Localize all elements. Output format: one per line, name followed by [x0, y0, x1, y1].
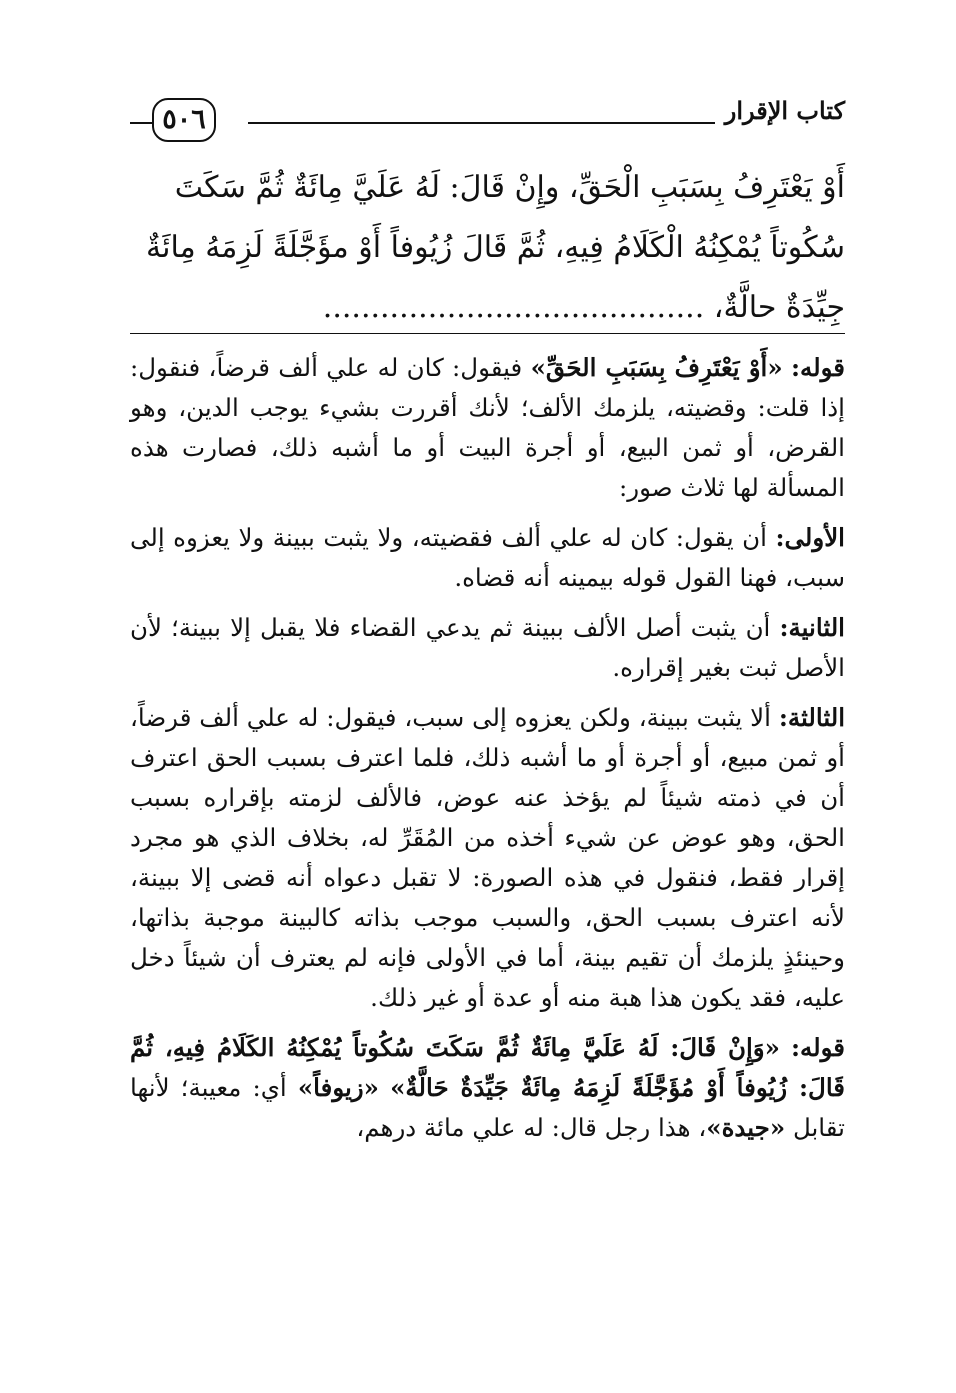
commentary-paragraph: [130, 1028, 845, 1148]
commentary-text: [130, 348, 845, 1158]
commentary-paragraph: [130, 698, 845, 1018]
paragraph-text: ، هذا رجل قال: له علي مائة درهم،: [356, 1113, 707, 1142]
matn-quote: «وَإِنْ قَالَ: لَهُ عَلَيَّ مِائَةٌ ثُمَّ سَكَتَ سُكُوتاً يُمْكِنُهُ الكَلَامُ فِيهِ، ثُمَّ قَالَ: زُيُوفاً أَوْ مُؤَجَّلَةً لَزِمَهُ مِائَةٌ جَيِّدَةٌ حَالَّةٌ»: [130, 1033, 846, 1102]
paragraph-text: فيقول: كان له علي ألف قرضاً، فنقول: إذا قلت: وقضيته، يلزمك الألف؛ لأنك أقررت بشيء يوجب الدين، وهو القرض، أو ثمن البيع، أو أجرة البيت أو ما أشبه ذلك، فصارت هذه المسألة لها ثلاث صور:: [130, 353, 845, 502]
matn-line: سُكُوتاً يُمْكِنُهُ الْكَلَامُ فِيهِ، ثُمَّ قَالَ زُيُوفاً أَوْ مؤَجَّلَةً لَزِمَهُ مِائَةٌ: [146, 230, 845, 265]
page-number: ٥٠٦: [152, 98, 216, 142]
matn-line: أَوْ يَعْتَرِفُ بِسَبَبِ الْحَقِّ، وإِنْ قَالَ: لَهُ عَلَيَّ مِائَةٌ ثُمَّ سَكَتَ: [174, 170, 845, 205]
paragraph-lead: الثانية:: [779, 613, 845, 642]
paragraph-lead: قوله:: [790, 1033, 845, 1062]
paragraph-text: أن يثبت أصل الألف ببينة ثم يدعي القضاء فلا يقبل إلا ببينة؛ لأن الأصل ثبت بغير إقراره.: [130, 613, 845, 682]
commentary-paragraph: [130, 518, 845, 598]
commentary-paragraph: [130, 608, 845, 688]
commentary-paragraph: [130, 348, 845, 508]
paragraph-text: أن يقول: كان له علي ألف فقضيته، ولا يثبت ببينة ولا يعزوه إلى سبب، فهنا القول قوله بيمينه أنه قضاه.: [130, 523, 845, 592]
book-title: كتاب الإقرار: [715, 96, 845, 126]
matn-line: [130, 278, 845, 338]
term-quote: «جيدة»: [706, 1113, 786, 1142]
matn-separator: [130, 333, 845, 334]
matn-line-text: جِيِّدَةٌ حالَّةٌ،: [713, 290, 845, 325]
term-quote: «زيوفاً»: [297, 1073, 379, 1102]
paragraph-lead: الثالثة:: [778, 703, 845, 732]
page-header: [130, 92, 845, 148]
matn-quote: «أَوْ يَعْتَرِفُ بِسَبَبِ الحَقِّ»: [530, 353, 783, 382]
paragraph-text: أي: معيبة؛ لأنها تقابل: [130, 1073, 845, 1142]
paragraph-lead: الأولى:: [775, 523, 845, 552]
matn-dots: ........................................: [322, 290, 705, 325]
paragraph-lead: قوله:: [790, 353, 845, 382]
paragraph-text: ألا يثبت ببينة، ولكن يعزوه إلى سبب، فيقول: له علي ألف قرضاً، أو ثمن مبيع، أو أجرة أو ما أشبه ذلك، فلما اعترف بسبب الحق اعترف أن في ذمته شيئاً لم يؤخذ عنه عوض، فالألف لزمته بإقراره بسبب الحق، وهو عوض عن شيء أخذه من المُقَرِّ له، بخلاف الذي هو مجرد إقرار فقط، فنقول في هذه الصورة: لا تقبل دعواه أنه قضى إلا ببينة، لأنه اعترف بسبب الحق، والسبب موجب بذاته كالبينة موجبة بذاتها، وحينئذٍ يلزمك أن تقيم بينة، أما في الأولى فإنه لم يعترف أن شيئاً دخل عليه، فقد يكون هذا هبة منه أو عدة أو غير ذلك.: [130, 703, 845, 1012]
matn-text: [130, 158, 845, 338]
